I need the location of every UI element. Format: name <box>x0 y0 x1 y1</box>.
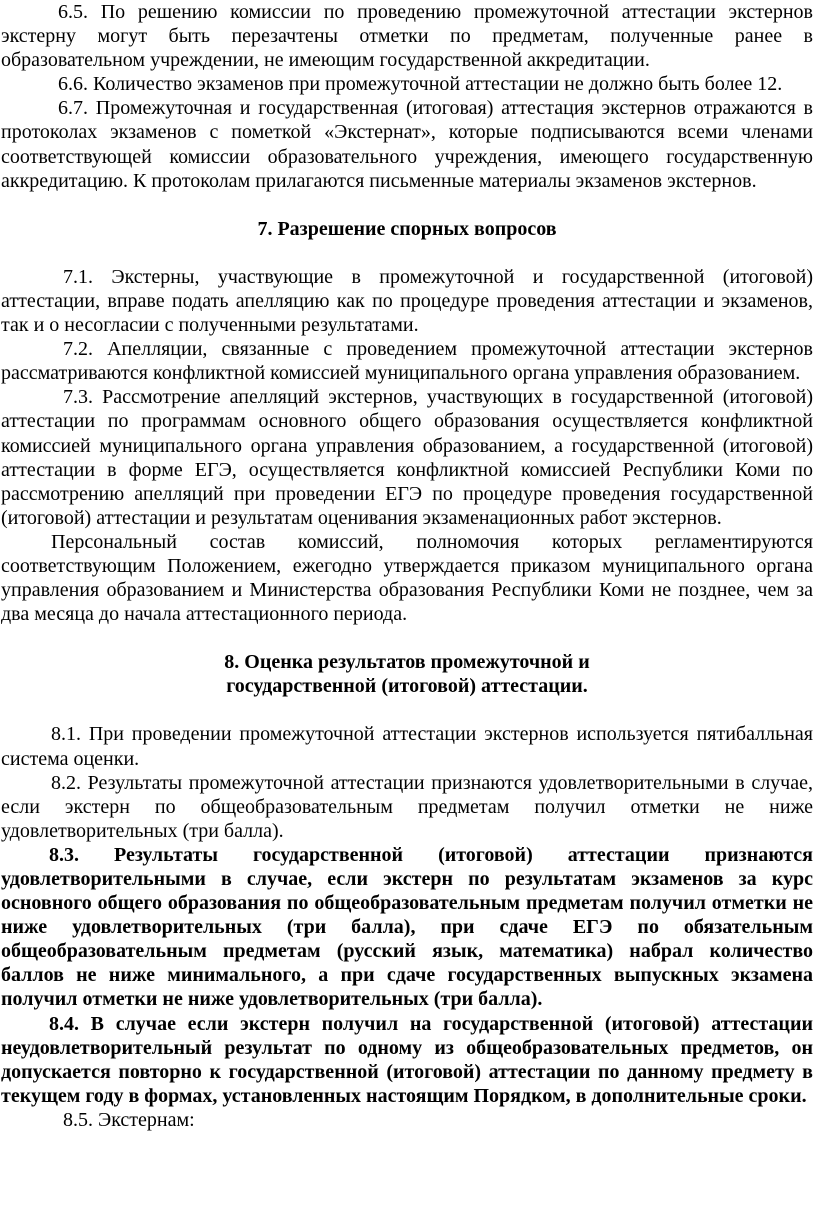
section-7-heading: 7. Разрешение спорных вопросов <box>257 217 557 240</box>
spacer <box>1 626 813 650</box>
section-8-heading-line1: 8. Оценка результатов промежуточной и <box>224 651 590 674</box>
paragraph-7-2: 7.2. Апелляции, связанные с проведением промежуточной аттестации экстернов рассматриваются конфликтной комиссией муниципального органа управления образованием. <box>1 338 813 385</box>
spacer <box>1 241 813 265</box>
paragraph-8-4: 8.4. В случае если экстерн получил на государственной (итоговой) аттестации неудовлетворительный результат по одному из общеобразовательных предметов, он допускается повторно к государственной (итоговой) аттестации по данному предмету в текущем году в формах, установленных настоящим Порядком, в дополнительные сроки. <box>1 1012 813 1107</box>
spacer <box>1 193 813 217</box>
paragraph-8-5: 8.5. Экстернам: <box>63 1108 195 1131</box>
paragraph-7-1: 7.1. Экстерны, участвующие в промежуточной и государственной (итоговой) аттестации, вправе подать апелляцию как по процедуре проведения аттестации и экзаменов, так и о несогласии с полученными результатами. <box>1 265 813 337</box>
paragraph-8-3: 8.3. Результаты государственной (итоговой) аттестации признаются удовлетворительными в случае, если экстерн по результатам экзаменов за курс основного общего образования по общеобразовательным предметам получил отметки не ниже удовлетворительных (три балла), при сдаче ЕГЭ по обязательным общеобразовательным предметам (русский язык, математика) набрал количество баллов не ниже минимального, а при сдаче государственных выпускных экзамена получил отметки не ниже удовлетворительных (три балла). <box>1 843 813 1011</box>
section-8-heading-line2: государственной (итоговой) аттестации. <box>226 675 588 698</box>
paragraph-7-3: 7.3. Рассмотрение апелляций экстернов, участвующих в государственной (итоговой) аттестации по программам основного общего образования осуществляется конфликтной комиссией муниципального органа управления образованием, а государственной (итоговой) аттестации в форме ЕГЭ, осуществляется конфликтной комиссией Республики Коми по рассмотрению апелляций при проведении ЕГЭ по процедуре проведения государственной (итоговой) аттестации и результатам оценивания экзаменационных работ экстернов. <box>1 386 813 529</box>
paragraph-commissions: Персональный состав комиссий, полномочия которых регламентируются соответствующим Положением, ежегодно утверждается приказом муниципального органа управления образованием и Министерства образования Республики Коми не позднее, чем за два месяца до начала аттестационного периода. <box>1 530 813 626</box>
spacer <box>1 698 813 722</box>
paragraph-8-1: 8.1. При проведении промежуточной аттестации экстернов используется пятибалльная система оценки. <box>1 723 813 770</box>
paragraph-6-7: 6.7. Промежуточная и государственная (итоговая) аттестация экстернов отражаются в протоколах экзаменов с пометкой «Экстернат», которые подписываются всеми членами соответствующей комиссии образовательного учреждения, имеющего государственную аккредитацию. К протоколам прилагаются письменные материалы экзаменов экстернов. <box>1 97 813 192</box>
paragraph-6-6: 6.6. Количество экзаменов при промежуточной аттестации не должно быть более 12. <box>58 73 783 96</box>
paragraph-8-2: 8.2. Результаты промежуточной аттестации признаются удовлетворительными в случае, если экстерн по общеобразовательным предметам получил отметки не ниже удовлетворительных (три балла). <box>1 771 813 842</box>
paragraph-6-5: 6.5. По решению комиссии по проведению промежуточной аттестации экстернов экстерну могут быть перезачтены отметки по предметам, полученные ранее в образовательном учреждении, не имеющим государственной аккредитации. <box>1 1 813 72</box>
